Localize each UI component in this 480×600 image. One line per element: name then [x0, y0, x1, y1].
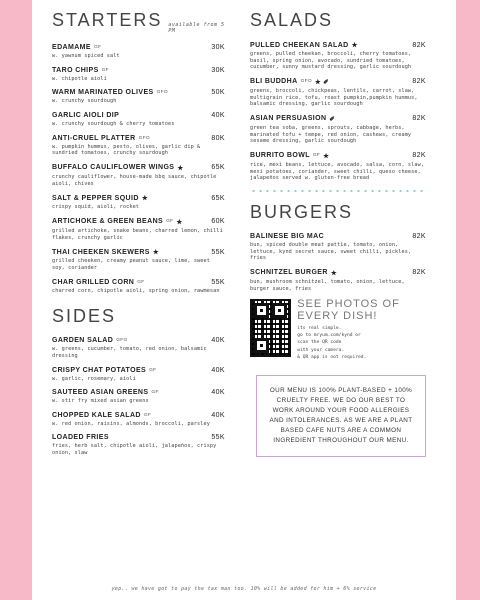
menu-item-price: 40K	[211, 337, 225, 345]
menu-item-name: CRISPY CHAT POTATOES	[52, 366, 147, 374]
see-photos-heading: SEE PHOTOS OF EVERY DISH!	[297, 298, 400, 322]
menu-item-name: ARTICHOKE & GREEN BEANS	[52, 218, 164, 226]
menu-item-description: charred corn, chipotle aioli, spring onion, rawmesan	[52, 287, 220, 294]
menu-item-name-wrap	[52, 194, 148, 202]
pink-right-band	[456, 0, 480, 600]
menu-item-name: WARM MARINATED OLIVES	[52, 89, 154, 97]
menu-item-header	[52, 337, 225, 344]
menu-item-name: TARO CHIPS	[52, 66, 99, 74]
menu-item-name-wrap	[52, 389, 159, 396]
menu-item-name-wrap	[250, 115, 335, 123]
dietary-tags: GF	[143, 412, 152, 418]
menu-item-name: THAI CHEEKEN SKEWERS	[52, 248, 150, 256]
menu-item	[52, 44, 225, 60]
menu-item-name-wrap	[52, 248, 159, 256]
qr-finder	[272, 303, 287, 318]
menu-item-name-wrap	[52, 218, 183, 226]
dotted-divider	[250, 189, 426, 193]
menu-item-name: ANTI-CRUEL PLATTER	[52, 134, 136, 142]
feature-icon: ★	[323, 152, 330, 160]
feature-icon: ★	[152, 249, 160, 257]
qr-instruction-line: with your camera.	[297, 347, 345, 353]
menu-item-header	[52, 89, 225, 96]
menu-item-name: EDAMAME	[52, 44, 91, 51]
menu-item	[250, 152, 426, 182]
menu-item-name: BALINESE BIG MAC	[250, 232, 325, 240]
menu-item-name: BLI BUDDHA	[250, 78, 298, 86]
feature-icon: ★	[141, 195, 149, 203]
menu-item-description: green tea soba, greens, sprouts, cabbage, herbs, marinated tofu + tempe, red onion, cashews, creamy sesame dressing, garlic sourdough	[250, 124, 412, 145]
menu-item-header	[52, 434, 225, 441]
menu-item	[52, 67, 225, 83]
qr-finder	[254, 338, 269, 353]
menu-item-name-wrap	[52, 112, 119, 119]
menu-item-header	[250, 41, 426, 49]
menu-item-header	[52, 412, 225, 419]
pink-left-band	[0, 0, 32, 600]
burgers-list	[250, 233, 426, 292]
menu-item-name-wrap	[52, 135, 150, 142]
menu-item	[52, 367, 225, 383]
starters-heading	[52, 10, 225, 34]
sides-title: SIDES	[52, 306, 117, 327]
menu-item-price: 55K	[211, 248, 225, 256]
menu-item-header	[52, 135, 225, 142]
menu-item-description: greens, pulled cheekan, broccoli, cherry tomatoes, basil, spring onion, avocado, sundried tomatoes, cucumber, sunny mustard dressing, garlic sourdough	[250, 51, 412, 71]
menu-item-header	[52, 248, 225, 256]
qr-instruction-line: go to mryum.com/kynd or	[297, 333, 361, 339]
burgers-heading	[250, 202, 426, 223]
menu-item-price: 82K	[412, 152, 426, 160]
menu-item-name: ASIAN PERSUASION	[250, 115, 327, 123]
menu-item-description: fries, herb salt, chipotle aioli, jalapeños, crispy onion, slaw	[52, 443, 217, 457]
left-column	[52, 10, 225, 464]
menu-item-header	[52, 67, 225, 74]
menu-item-name: SAUTEED ASIAN GREENS	[52, 389, 149, 397]
menu-item-description: w. crunchy sourdough & cherry tomatoes	[52, 120, 175, 127]
menu-item-description: bun, spiced double meat pattie, tomato, onion, lettuce, kynd secret sauce, sweet chilli, pickles, fries	[250, 241, 412, 262]
menu-item-price: 82K	[412, 269, 426, 277]
menu-item-price: 80K	[211, 134, 225, 142]
qr-instructions	[297, 325, 426, 361]
dietary-tags: GF	[166, 219, 174, 225]
menu-item-name-wrap	[52, 367, 156, 374]
menu-item-header	[52, 367, 225, 374]
menu-item-name-wrap	[250, 233, 324, 240]
menu-item-name-wrap	[52, 434, 109, 441]
sides-heading	[52, 306, 225, 327]
right-column	[250, 10, 426, 457]
starters-list	[52, 44, 225, 294]
menu-item-description: w. greens, cucumber, tomato, red onion, balsamic dressing	[52, 346, 207, 359]
menu-item-description: w. red onion, raisins, almonds, broccoli, parsley	[52, 420, 210, 427]
menu-item	[250, 115, 426, 145]
menu-item-header	[52, 218, 225, 226]
menu-item	[250, 41, 426, 71]
salads-heading	[250, 10, 426, 31]
menu-item-description: w. stir fry mixed asian greens	[52, 398, 149, 405]
menu-item-name-wrap	[52, 279, 145, 286]
menu-item	[250, 233, 426, 262]
menu-item-header	[52, 279, 225, 286]
qr-section	[250, 299, 426, 361]
menu-item-price: 82K	[412, 78, 426, 86]
menu-item-header	[52, 164, 225, 172]
menu-item-price: 40K	[211, 111, 225, 119]
dietary-tags: GFO	[156, 90, 168, 96]
menu-item-name: CHAR GRILLED CORN	[52, 278, 135, 286]
feature-icon: ★	[330, 269, 338, 277]
menu-item-price: 30K	[211, 66, 225, 74]
feature-icon: ✐	[329, 115, 336, 123]
menu-item-description: w. garlic, rosemary, aioli	[52, 375, 136, 382]
menu-item-name-wrap	[250, 152, 329, 160]
menu-item	[52, 112, 225, 128]
menu-item	[52, 434, 225, 456]
menu-item	[52, 248, 225, 271]
menu-item-header	[250, 152, 426, 160]
menu-item-description: grilled artichoke, snake beans, charred lemon, chilli flakes, crunchy garlic	[52, 227, 223, 241]
feature-icon: ★ ✐	[314, 78, 330, 86]
menu-item-header	[52, 44, 225, 51]
menu-item	[250, 269, 426, 292]
dietary-tags: GF	[149, 367, 157, 373]
dietary-tags: GFO	[300, 79, 312, 85]
menu-item	[52, 194, 225, 211]
burgers-title: BURGERS	[250, 201, 354, 222]
menu-item	[52, 337, 225, 359]
menu-item-name: BURRITO BOWL	[250, 152, 310, 160]
feature-icon: ★	[177, 164, 184, 172]
menu-item-description: w. chipotle aioli	[52, 75, 107, 82]
menu-item-header	[52, 194, 225, 202]
menu-item-price: 55K	[211, 278, 225, 286]
menu-item-description: greens, broccoli, chickpeas, lentils, carrot, slaw, multigrain rice, tofu, roast pumpkin,pumpkin hummus, balsamic dressing, garlic sourdough	[250, 87, 418, 108]
menu-item	[52, 218, 225, 241]
dietary-tags: GF	[137, 279, 145, 285]
menu-item-name: SCHNITZEL BURGER	[250, 269, 328, 277]
dietary-tags: GF	[93, 45, 102, 50]
menu-item-name: PULLED CHEEKAN SALAD	[250, 41, 349, 49]
qr-instruction-line: & QR app is not required.	[297, 354, 367, 360]
menu-item-name-wrap	[250, 41, 358, 49]
menu-item-name: GARDEN SALAD	[52, 337, 114, 345]
dietary-tags: GFO	[116, 338, 128, 344]
menu-item	[52, 279, 225, 295]
menu-item-price: 40K	[211, 411, 225, 419]
menu-item-description: crispy squid, aioli, rocket	[52, 204, 140, 211]
menu-item-name: LOADED FRIES	[52, 434, 109, 442]
menu-item-description: rice, mexi beans, lettuce, avocado, salsa, corn, slaw, mexi potatoes, coriander, sweet chilli, queso cheese, jalapeños served w. gluten-free bread	[250, 161, 425, 182]
dietary-tags: GFO	[138, 135, 150, 141]
menu-item-price: 50K	[211, 89, 225, 97]
qr-code[interactable]	[250, 299, 291, 357]
menu-item-price: 40K	[211, 366, 225, 374]
menu-item	[52, 164, 225, 187]
menu-item-header	[250, 269, 426, 277]
qr-finder	[254, 303, 269, 318]
menu-item-name: SALT & PEPPER SQUID	[52, 194, 139, 202]
menu-item-header	[52, 389, 225, 396]
menu-item	[52, 412, 225, 428]
salads-title: SALADS	[250, 10, 334, 30]
qr-instruction-line: its real simple.	[297, 326, 342, 332]
menu-item-name-wrap	[52, 412, 151, 419]
menu-item-header	[250, 115, 426, 123]
sides-list	[52, 337, 225, 457]
menu-item-description: grilled cheeken, creamy peanut sauce, lime, sweet soy, coriander	[52, 258, 210, 271]
menu-item-description: crunchy cauliflower, house-made bbq sauce, chipotle aioli, chives	[52, 173, 217, 187]
menu-item-name-wrap	[52, 337, 128, 344]
menu-item	[52, 135, 225, 157]
feature-icon: ★	[351, 42, 358, 49]
dietary-tags: GF	[151, 390, 159, 396]
menu-item	[52, 389, 225, 405]
menu-item-price: 82K	[412, 115, 426, 123]
feature-icon: ★	[176, 218, 183, 226]
dietary-tags: GF	[312, 153, 321, 159]
starters-subtitle: available from 5 PM	[168, 22, 225, 34]
menu-item-header	[250, 233, 426, 240]
menu-item-name-wrap	[250, 78, 329, 86]
dietary-tags: GF	[101, 67, 109, 73]
menu-item-description: w. crunchy sourdough	[52, 98, 117, 105]
menu-item-name-wrap	[250, 269, 337, 277]
menu-item-price: 82K	[412, 232, 426, 240]
menu-item	[250, 78, 426, 108]
salads-list	[250, 41, 426, 182]
menu-item-name-wrap	[52, 164, 184, 172]
tax-footer: yep.. we have got to pay the tax man too. 10% will be added for him + 6% service	[111, 586, 377, 592]
menu-item-price: 40K	[211, 389, 225, 397]
qr-instruction-line: scan the QR code	[297, 340, 342, 346]
menu-item-name: BUFFALO CAULIFLOWER WINGS	[52, 164, 175, 172]
menu-item-price: 65K	[211, 194, 225, 202]
allergy-notice: OUR MENU IS 100% PLANT-BASED + 100% CRUELTY FREE. WE DO OUR BEST TO WORK AROUND YOUR FOOD ALLERGIES AND INTOLERANCES. AS WE ARE A PLANT BASED CAFE NUTS ARE A COMMON INGREDIENT THROUGHOUT OUR MENU.	[256, 375, 426, 457]
menu-item-price: 65K	[211, 164, 225, 172]
menu-item-name-wrap	[52, 44, 101, 51]
menu-item-price: 82K	[412, 41, 426, 49]
menu-item-name-wrap	[52, 67, 109, 74]
menu-item-price: 30K	[211, 44, 225, 51]
starters-title: STARTERS	[52, 10, 163, 30]
menu-item-name-wrap	[52, 89, 168, 96]
menu-item-description: w. yawnum spiced salt	[52, 53, 120, 59]
menu-item-name: CHOPPED KALE SALAD	[52, 411, 141, 419]
menu-item-header	[250, 78, 426, 86]
menu-item-header	[52, 112, 225, 119]
menu-item	[52, 89, 225, 105]
menu-item-description: w. pumpkin hummus, pesto, olives, garlic dip & sundried tomatoes, crunchy sourdough	[52, 143, 201, 157]
menu-item-price: 55K	[211, 434, 225, 442]
qr-info	[297, 299, 426, 361]
menu-item-description: bun, mushroom schnitzel, tomato, onion, lettuce, burger sauce, fries	[250, 278, 405, 292]
menu-item-name: GARLIC AIOLI DIP	[52, 111, 120, 119]
menu-item-price: 60K	[211, 218, 225, 226]
